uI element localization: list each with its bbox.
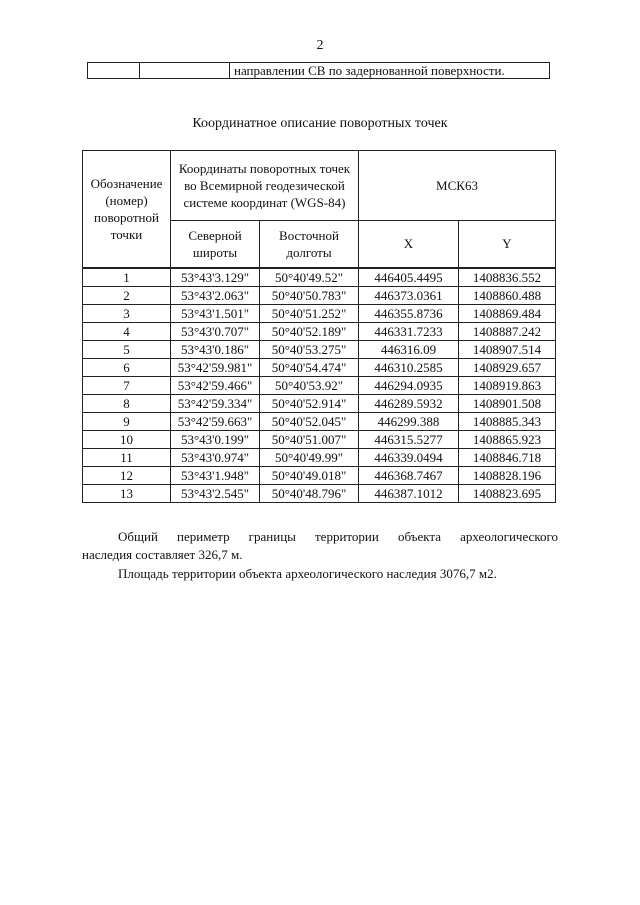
prev-cell-1 bbox=[88, 63, 140, 79]
point-number-cell: 10 bbox=[83, 430, 171, 448]
point-number-cell: 3 bbox=[83, 304, 171, 322]
table-row bbox=[83, 376, 556, 394]
y-coordinate-cell: 1408846.718 bbox=[459, 448, 556, 466]
x-coordinate-cell: 446310.2585 bbox=[359, 358, 459, 376]
table-row bbox=[83, 340, 556, 358]
longitude-cell: 50°40'49.52" bbox=[260, 268, 359, 287]
latitude-cell: 53°42'59.334" bbox=[171, 394, 260, 412]
x-coordinate-cell: 446289.5932 bbox=[359, 394, 459, 412]
page-number: 2 bbox=[316, 38, 324, 53]
x-coordinate-cell: 446316.09 bbox=[359, 340, 459, 358]
longitude-cell: 50°40'50.783" bbox=[260, 286, 359, 304]
point-number-cell: 4 bbox=[83, 322, 171, 340]
point-number-cell: 9 bbox=[83, 412, 171, 430]
latitude-cell: 53°42'59.981" bbox=[171, 358, 260, 376]
latitude-cell: 53°43'0.974" bbox=[171, 448, 260, 466]
y-coordinate-cell: 1408901.508 bbox=[459, 394, 556, 412]
y-coordinate-cell: 1408907.514 bbox=[459, 340, 556, 358]
previous-table-continuation bbox=[87, 62, 550, 79]
point-number-cell: 11 bbox=[83, 448, 171, 466]
x-coordinate-cell: 446355.8736 bbox=[359, 304, 459, 322]
point-number-cell: 13 bbox=[83, 484, 171, 502]
x-coordinate-cell: 446373.0361 bbox=[359, 286, 459, 304]
y-coordinate-cell: 1408887.242 bbox=[459, 322, 556, 340]
x-coordinate-cell: 446368.7467 bbox=[359, 466, 459, 484]
longitude-cell: 50°40'52.189" bbox=[260, 322, 359, 340]
x-coordinate-cell: 446299.388 bbox=[359, 412, 459, 430]
longitude-cell: 50°40'53.92" bbox=[260, 376, 359, 394]
prev-cell-2 bbox=[140, 63, 230, 79]
y-coordinate-cell: 1408860.488 bbox=[459, 286, 556, 304]
table-row bbox=[83, 484, 556, 502]
latitude-cell: 53°43'1.501" bbox=[171, 304, 260, 322]
longitude-cell: 50°40'48.796" bbox=[260, 484, 359, 502]
y-coordinate-cell: 1408823.695 bbox=[459, 484, 556, 502]
latitude-cell: 53°42'59.466" bbox=[171, 376, 260, 394]
table-row bbox=[83, 358, 556, 376]
x-coordinate-cell: 446405.4495 bbox=[359, 268, 459, 287]
y-coordinate-cell: 1408929.657 bbox=[459, 358, 556, 376]
latitude-cell: 53°43'0.707" bbox=[171, 322, 260, 340]
perimeter-paragraph: Общий периметр границы территории объекта археологического bbox=[118, 529, 558, 544]
wgs84-header: Координаты поворотных точек во Всемирной геодезической системе координат (WGS-84) bbox=[171, 151, 359, 221]
longitude-cell: 50°40'51.252" bbox=[260, 304, 359, 322]
coordinates-table bbox=[82, 150, 556, 503]
section-title: Координатное описание поворотных точек bbox=[192, 116, 448, 131]
latitude-cell: 53°43'2.063" bbox=[171, 286, 260, 304]
longitude-cell: 50°40'49.99" bbox=[260, 448, 359, 466]
y-header: Y bbox=[459, 221, 556, 268]
table-row bbox=[83, 304, 556, 322]
latitude-cell: 53°43'2.545" bbox=[171, 484, 260, 502]
table-row bbox=[83, 466, 556, 484]
header-row-top bbox=[83, 151, 556, 221]
point-number-cell: 6 bbox=[83, 358, 171, 376]
latitude-cell: 53°43'1.948" bbox=[171, 466, 260, 484]
table-row bbox=[83, 430, 556, 448]
area-paragraph: Площадь территории объекта археологического наследия 3076,7 м2. bbox=[118, 566, 497, 581]
east-longitude-header: Восточной долготы bbox=[260, 221, 359, 268]
latitude-cell: 53°42'59.663" bbox=[171, 412, 260, 430]
longitude-cell: 50°40'52.914" bbox=[260, 394, 359, 412]
x-coordinate-cell: 446294.0935 bbox=[359, 376, 459, 394]
table-row bbox=[83, 286, 556, 304]
latitude-cell: 53°43'3.129" bbox=[171, 268, 260, 287]
x-coordinate-cell: 446339.0494 bbox=[359, 448, 459, 466]
point-number-cell: 8 bbox=[83, 394, 171, 412]
y-coordinate-cell: 1408869.484 bbox=[459, 304, 556, 322]
north-latitude-header: Северной широты bbox=[171, 221, 260, 268]
coordinates-table-body bbox=[83, 268, 556, 503]
x-header: X bbox=[359, 221, 459, 268]
point-number-cell: 1 bbox=[83, 268, 171, 287]
x-coordinate-cell: 446331.7233 bbox=[359, 322, 459, 340]
x-coordinate-cell: 446315.5277 bbox=[359, 430, 459, 448]
latitude-cell: 53°43'0.186" bbox=[171, 340, 260, 358]
prev-cell-description: направлении СВ по задернованной поверхности. bbox=[230, 63, 550, 79]
perimeter-paragraph-continuation: наследия составляет 326,7 м. bbox=[82, 547, 243, 562]
table-row bbox=[88, 63, 550, 79]
latitude-cell: 53°43'0.199" bbox=[171, 430, 260, 448]
table-row bbox=[83, 394, 556, 412]
y-coordinate-cell: 1408865.923 bbox=[459, 430, 556, 448]
table-row bbox=[83, 322, 556, 340]
point-number-header: Обозначение (номер) поворотной точки bbox=[83, 151, 171, 268]
longitude-cell: 50°40'54.474" bbox=[260, 358, 359, 376]
y-coordinate-cell: 1408828.196 bbox=[459, 466, 556, 484]
table-row bbox=[83, 268, 556, 287]
longitude-cell: 50°40'49.018" bbox=[260, 466, 359, 484]
x-coordinate-cell: 446387.1012 bbox=[359, 484, 459, 502]
table-row bbox=[83, 448, 556, 466]
point-number-cell: 5 bbox=[83, 340, 171, 358]
y-coordinate-cell: 1408836.552 bbox=[459, 268, 556, 287]
longitude-cell: 50°40'52.045" bbox=[260, 412, 359, 430]
table-row bbox=[83, 412, 556, 430]
msk63-header: МСК63 bbox=[359, 151, 556, 221]
y-coordinate-cell: 1408919.863 bbox=[459, 376, 556, 394]
point-number-cell: 7 bbox=[83, 376, 171, 394]
point-number-cell: 2 bbox=[83, 286, 171, 304]
longitude-cell: 50°40'51.007" bbox=[260, 430, 359, 448]
y-coordinate-cell: 1408885.343 bbox=[459, 412, 556, 430]
longitude-cell: 50°40'53.275" bbox=[260, 340, 359, 358]
point-number-cell: 12 bbox=[83, 466, 171, 484]
